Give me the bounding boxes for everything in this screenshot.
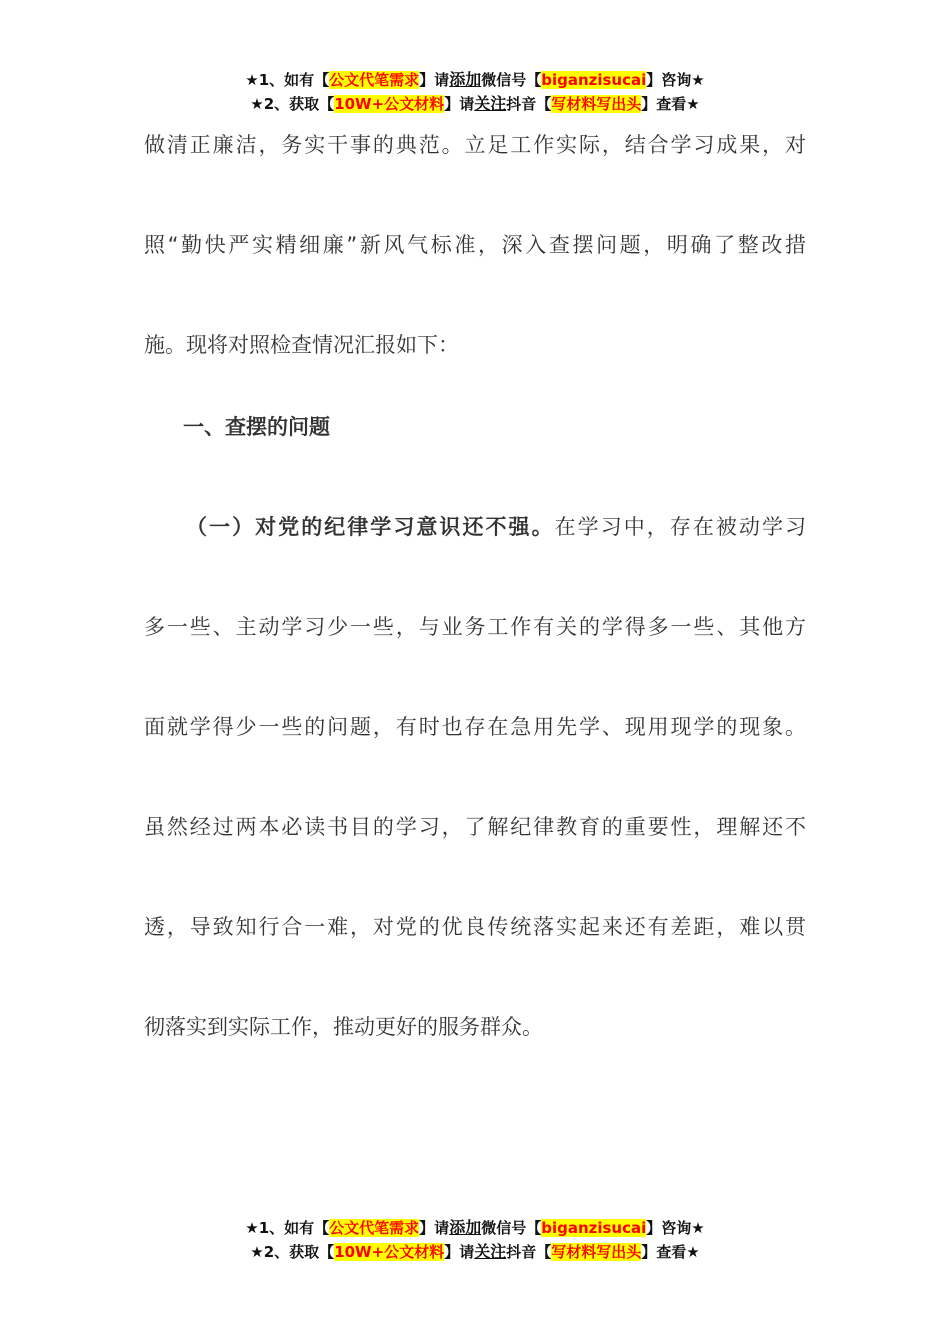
banner-highlight-materials: 10W+公文材料 [334,95,445,113]
bottom-banner [0,1216,950,1264]
banner-line-2: ★2、获取【10W+公文材料】请关注抖音【写材料写出头】查看★ [250,94,700,113]
point-1-line: 多一些、主动学习少一些，与业务工作有关的学得多一些、其他方 [144,615,806,639]
point-1-line: 虽然经过两本必读书目的学习，了解纪律教育的重要性，理解还不 [144,815,806,839]
banner-underline-follow: 关注 [474,94,507,113]
banner-highlight-service: 公文代笔需求 [329,1219,420,1237]
intro-line: 施。现将对照检查情况汇报如下： [144,333,459,357]
banner-underline-add: 添加 [449,70,482,89]
banner-highlight-materials: 10W+公文材料 [334,1243,445,1261]
intro-line: 做清正廉洁，务实干事的典范。立足工作实际，结合学习成果，对 [144,133,806,157]
point-1-line: 彻落实到实际工作，推动更好的服务群众。 [144,1015,543,1039]
banner-highlight-wechat-id: biganzisucai [541,71,647,89]
point-1-first-line: （一）对党的纪律学习意识还不强。在学习中，存在被动学习 [186,515,807,539]
point-1-lead: （一）对党的纪律学习意识还不强。 [186,515,555,539]
banner-underline-follow: 关注 [474,1242,507,1261]
intro-line: 照“勤快严实精细廉”新风气标准，深入查摆问题，明确了整改措 [144,233,806,257]
banner-highlight-service: 公文代笔需求 [329,71,420,89]
intro-paragraph [144,95,806,395]
banner-line-2: ★2、获取【10W+公文材料】请关注抖音【写材料写出头】查看★ [250,1242,700,1261]
section-heading: 一、查摆的问题 [183,415,330,439]
point-1-line: 透，导致知行合一难，对党的优良传统落实起来还有差距，难以贯 [144,915,806,939]
banner-highlight-douyin: 写材料写出头 [551,95,642,113]
banner-highlight-wechat-id: biganzisucai [541,1219,647,1237]
point-1-paragraph [144,477,806,1077]
banner-underline-add: 添加 [449,1218,482,1237]
banner-highlight-douyin: 写材料写出头 [551,1243,642,1261]
banner-line-1: ★1、如有【公文代笔需求】请添加微信号【biganzisucai】咨询★ [245,70,705,89]
banner-line-1: ★1、如有【公文代笔需求】请添加微信号【biganzisucai】咨询★ [245,1218,705,1237]
point-1-line: 面就学得少一些的问题，有时也存在急用先学、现用现学的现象。 [144,715,806,739]
